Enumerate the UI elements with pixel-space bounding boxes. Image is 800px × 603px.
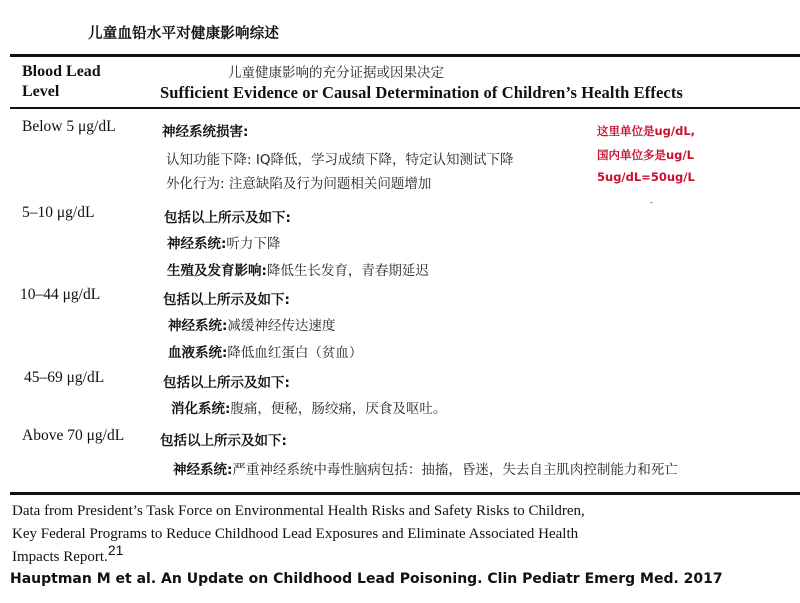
effect-text: IQ降低，学习成绩下降，特定认知测试下降: [251, 152, 514, 168]
row-effect-item: [168, 341, 362, 361]
table-top-rule: [10, 54, 800, 57]
row-level: 5–10 μg/dL: [22, 204, 95, 221]
row-heading: 包括以上所示及如下:: [164, 210, 291, 226]
effect-label: 神经系统:: [173, 462, 233, 478]
table-header-rule: [10, 107, 800, 109]
effect-text: 听力下降: [226, 236, 281, 252]
document-title: 儿童血铅水平对健康影响综述: [88, 26, 280, 42]
annotation-line: 这里单位是ug/dL,: [597, 124, 696, 138]
effect-text: 减缓神经传达速度: [227, 318, 336, 334]
effect-label: 外化行为:: [166, 176, 225, 192]
effect-label: 生殖及发育影响:: [167, 263, 267, 279]
footnote-reference-number: 21: [107, 542, 124, 558]
footnote-line: Key Federal Programs to Reduce Childhood Lead Exposures and Eliminate Associated Health: [12, 526, 579, 542]
row-heading: 包括以上所示及如下:: [163, 292, 290, 308]
row-heading: 神经系统损害:: [162, 124, 249, 140]
effect-text: 降低血红蛋白（贫血）: [227, 345, 363, 361]
table-bottom-rule: [10, 492, 800, 495]
row-effect-item: [167, 259, 429, 279]
row-level: Above 70 μg/dL: [22, 427, 125, 444]
footnote-line: Data from President’s Task Force on Environmental Health Risks and Safety Risks to Children,: [12, 503, 585, 519]
effect-label: 消化系统:: [171, 401, 231, 417]
effect-text: 注意缺陷及行为问题相关问题增加: [224, 176, 432, 192]
column-header-effects-chinese: 儿童健康影响的充分证据或因果决定: [228, 65, 444, 81]
row-effect-item: [167, 232, 280, 252]
effect-text: 腹痛，便秘，肠绞痛，厌食及呕吐。: [230, 401, 447, 417]
effect-label: 认知功能下降:: [166, 152, 252, 168]
stray-dot: -: [650, 198, 653, 207]
annotation-line: 5ug/dL=50ug/L: [597, 170, 695, 184]
column-header-blood-lead-level: Blood Lead Level: [22, 63, 101, 100]
footnote-line: [12, 542, 124, 566]
column-header-effects-english: Sufficient Evidence or Causal Determination of Children’s Health Effects: [160, 83, 683, 102]
source-citation: Hauptman M et al. An Update on Childhood Lead Poisoning. Clin Pediatr Emerg Med. 2017: [10, 571, 723, 587]
row-level: Below 5 μg/dL: [22, 118, 116, 135]
row-effect-item: [166, 148, 513, 168]
effect-text: 严重神经系统中毒性脑病包括：抽搐，昏迷，失去自主肌肉控制能力和死亡: [232, 462, 678, 478]
row-level: 10–44 μg/dL: [20, 286, 101, 303]
row-heading: 包括以上所示及如下:: [160, 433, 287, 449]
effect-label: 神经系统:: [167, 236, 227, 252]
row-effect-item: [168, 314, 335, 334]
footnote-text: Impacts Report.: [12, 549, 108, 565]
effect-label: 血液系统:: [168, 345, 228, 361]
row-heading: 包括以上所示及如下:: [163, 375, 290, 391]
row-effect-item: [166, 172, 431, 192]
row-effect-item: [171, 397, 446, 417]
effect-label: 神经系统:: [168, 318, 228, 334]
annotation-line: 国内单位多是ug/L: [597, 148, 694, 162]
row-level: 45–69 μg/dL: [24, 369, 105, 386]
effect-text: 降低生长发育，青春期延迟: [266, 263, 429, 279]
row-effect-item: [173, 458, 678, 478]
